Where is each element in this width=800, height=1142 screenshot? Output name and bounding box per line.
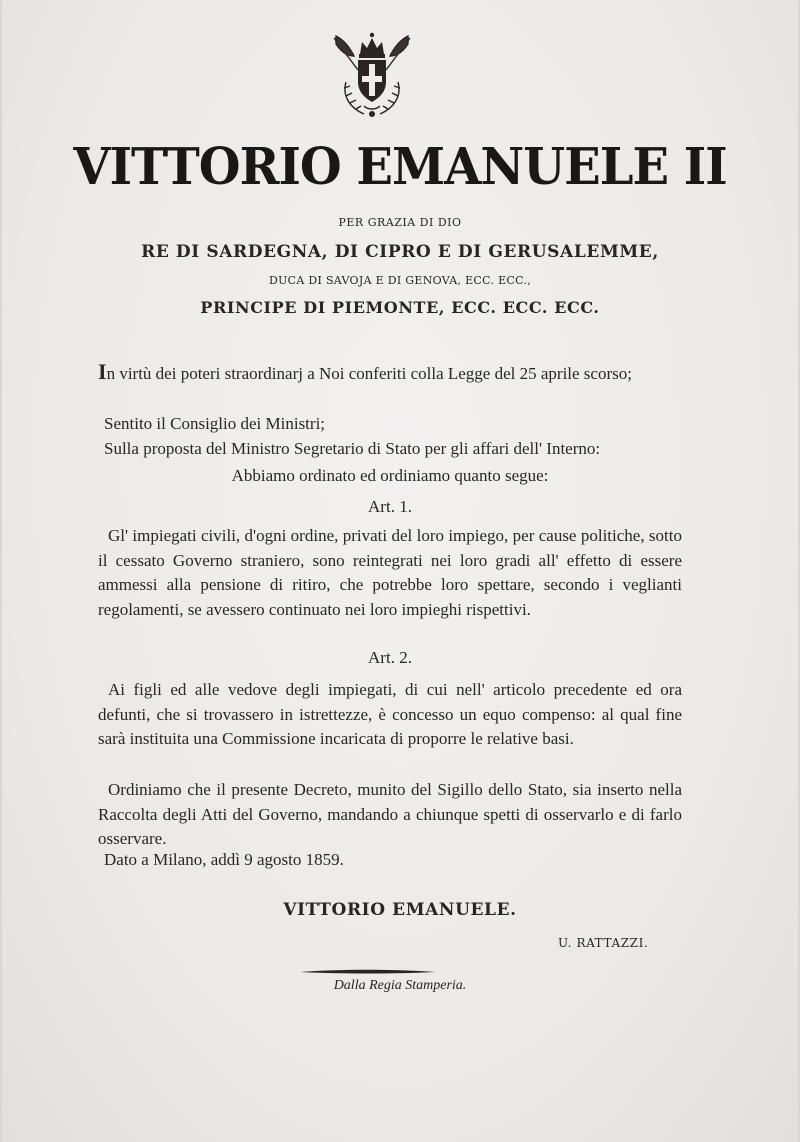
printer-imprint: Dalla Regia Stamperia. — [333, 978, 467, 993]
article-1-heading: Art. 1. — [368, 497, 412, 516]
art2-block — [98, 678, 682, 752]
art1-block — [98, 524, 682, 622]
preamble-block — [98, 412, 682, 437]
sentito-paragraph: Sentito il Consiglio dei Ministri; — [104, 414, 326, 433]
date-place-line: Dato a Milano, addì 9 agosto 1859. — [104, 850, 344, 869]
ordiniamo-paragraph: Ordiniamo che il presente Decreto, munito del Sigillo dello Stato, sia inserto nella Raccolta degli Atti del Governo, mandando a chiunque spetti di osservarlo e di farlo osservare. — [98, 780, 682, 848]
page-title: VITTORIO EMANUELE II — [73, 138, 727, 197]
decree-body — [98, 360, 682, 387]
abbiamo-block — [98, 464, 682, 489]
prince-title-line: PRINCIPE DI PIEMONTE, ECC. ECC. ECC. — [200, 298, 600, 317]
decree-page — [2, 0, 798, 1142]
minister-signature: U. RATTAZZI. — [558, 936, 649, 950]
by-grace-of-god-line: PER GRAZIA DI DIO — [338, 216, 462, 229]
article-2-text: Ai figli ed alle vedove degli impiegati, di cui nell' articolo precedente ed ora defunti, che si trovassero in istrettezze, è concesso un equo compenso: al qual fine sarà instituita una Commissione incaricata di proporre le relative basi. — [98, 680, 682, 748]
dato-block — [98, 848, 682, 873]
intro-dropcap: I — [98, 359, 107, 384]
proposta-block — [98, 437, 682, 462]
royal-coat-of-arms-icon — [324, 26, 420, 122]
art1-heading-block — [98, 495, 682, 520]
proposta-paragraph: Sulla proposta del Ministro Segretario di Stato per gli affari dell' Interno: — [104, 439, 601, 458]
abbiamo-paragraph: Abbiamo ordinato ed ordiniamo quanto segue: — [231, 466, 549, 485]
duke-title-line: DUCA DI SAVOJA E DI GENOVA, ECC. ECC., — [268, 274, 532, 287]
ordiniamo-block — [98, 778, 682, 852]
king-signature: VITTORIO EMANUELE. — [283, 900, 517, 920]
ornamental-rule — [298, 968, 438, 976]
article-1-text: Gl' impiegati civili, d'ogni ordine, privati del loro impiego, per cause politiche, sotto il cessato Governo straniero, sono reintegrati nei loro gradi all' effetto di essere ammessi alla pensione di ritiro, che potrebbe loro spettare, secondo i veglianti regolamenti, se avessero continuato nei loro impieghi rispettivi. — [98, 526, 682, 619]
intro-text: n virtù dei poteri straordinarj a Noi conferiti colla Legge del 25 aprile scorso; — [106, 364, 632, 383]
article-2-heading: Art. 2. — [368, 648, 412, 667]
art2-heading-block — [98, 646, 682, 671]
intro-paragraph — [98, 360, 682, 387]
king-title-line: RE DI SARDEGNA, DI CIPRO E DI GERUSALEMME, — [141, 242, 659, 262]
